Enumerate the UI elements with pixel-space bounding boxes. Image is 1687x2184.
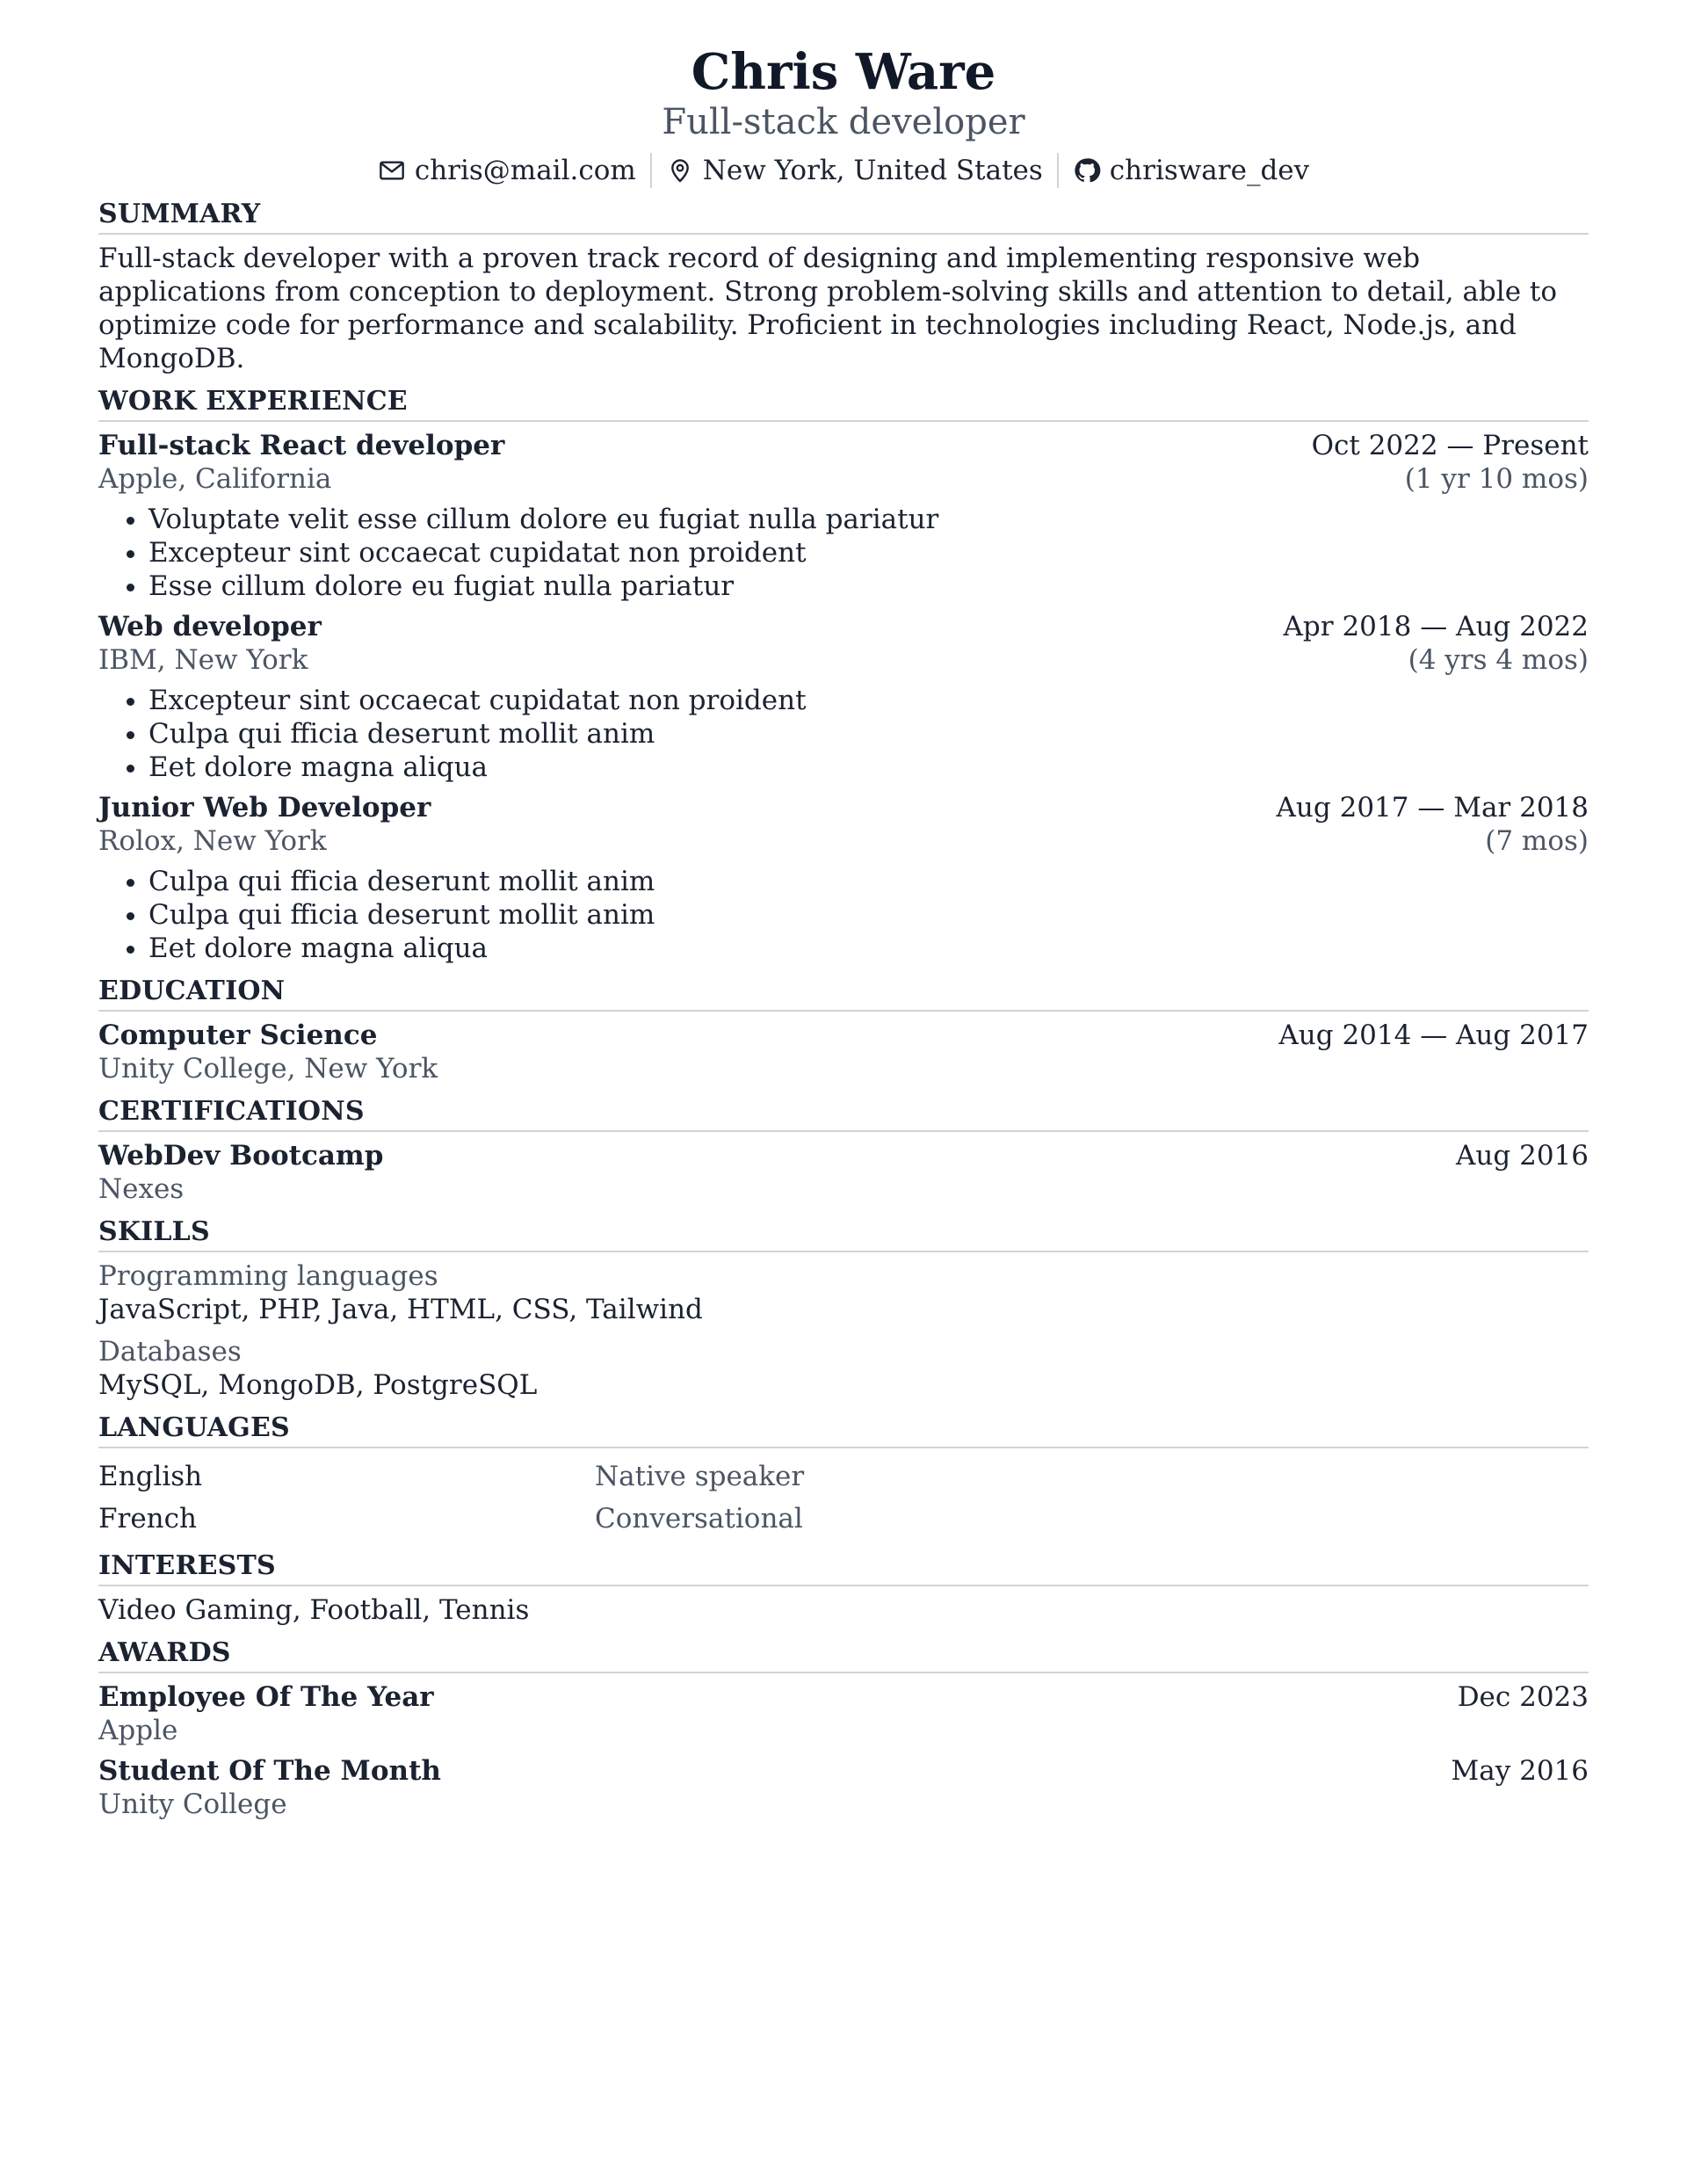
section-title: LANGUAGES (98, 1412, 1589, 1448)
github-icon (1073, 156, 1101, 185)
skill-group (98, 1335, 1589, 1402)
job-bullets (98, 865, 1589, 965)
job-company: Rolox, New York (98, 825, 327, 857)
section-title: WORK EXPERIENCE (98, 386, 1589, 422)
job-bullets (98, 503, 1589, 603)
award-entry (98, 1754, 1589, 1821)
work-entry (98, 791, 1589, 965)
job-company: Apple, California (98, 463, 332, 495)
summary-text: Full-stack developer with a proven track record of designing and implementing responsive web applications from conception to deployment. Strong problem-solving skills and attention to detail, able to optimize code for performance and scalability. Proficient in technologies including React, Node.js, and MongoDB. (98, 243, 1558, 374)
contact-github[interactable] (1057, 153, 1323, 188)
job-duration: (1 yr 10 mos) (1404, 463, 1589, 495)
award-date: May 2016 (1451, 1755, 1589, 1787)
skill-group (98, 1259, 1589, 1326)
section-interests (98, 1550, 1589, 1627)
section-title: SUMMARY (98, 199, 1589, 235)
education-dates: Aug 2014 — Aug 2017 (1278, 1019, 1589, 1051)
skill-category: Databases (98, 1336, 242, 1368)
candidate-title: Full-stack developer (662, 102, 1025, 142)
list-item: • Esse cillum dolore eu fugiat nulla pariatur (148, 570, 1589, 603)
certification-entry (98, 1139, 1589, 1206)
list-item: • Excepteur sint occaecat cupidatat non proident (148, 536, 1589, 570)
section-summary (98, 199, 1589, 375)
language-name: French (98, 1503, 197, 1535)
section-title: EDUCATION (98, 976, 1589, 1012)
work-entry (98, 429, 1589, 603)
contact-email[interactable] (364, 153, 650, 188)
list-item: • Culpa qui fficia deserunt mollit anim (148, 865, 1589, 898)
list-item: • Eet dolore magna aliqua (148, 751, 1589, 784)
award-title: Employee Of The Year (98, 1681, 434, 1713)
language-level: Conversational (595, 1503, 803, 1535)
section-title: INTERESTS (98, 1550, 1589, 1586)
list-item: • Voluptate velit esse cillum dolore eu fugiat nulla pariatur (148, 503, 1589, 536)
list-item: • Excepteur sint occaecat cupidatat non proident (148, 684, 1589, 717)
section-education (98, 976, 1589, 1085)
education-entry (98, 1019, 1589, 1085)
map-pin-icon (666, 156, 694, 185)
degree-name: Computer Science (98, 1019, 378, 1051)
job-role: Full-stack React developer (98, 430, 505, 461)
school-name: Unity College, New York (98, 1053, 438, 1085)
list-item: • Eet dolore magna aliqua (148, 932, 1589, 965)
section-skills (98, 1216, 1589, 1402)
email-text: chris@mail.com (414, 155, 636, 186)
language-level: Native speaker (595, 1461, 805, 1492)
job-duration: (7 mos) (1485, 825, 1589, 857)
skill-category: Programming languages (98, 1260, 438, 1292)
award-title: Student Of The Month (98, 1755, 441, 1787)
skill-items: JavaScript, PHP, Java, HTML, CSS, Tailwind (98, 1294, 703, 1325)
section-languages (98, 1412, 1589, 1540)
language-row (98, 1455, 1589, 1498)
work-entry (98, 610, 1589, 784)
section-title: SKILLS (98, 1216, 1589, 1252)
github-text: chrisware_dev (1109, 155, 1310, 186)
award-issuer: Unity College (98, 1789, 287, 1820)
section-awards (98, 1637, 1589, 1821)
job-role: Junior Web Developer (98, 792, 431, 824)
interests-text: Video Gaming, Football, Tennis (98, 1594, 530, 1626)
skill-items: MySQL, MongoDB, PostgreSQL (98, 1369, 538, 1401)
candidate-name: Chris Ware (691, 43, 996, 101)
job-company: IBM, New York (98, 644, 308, 676)
award-date: Dec 2023 (1457, 1681, 1589, 1713)
job-dates: Apr 2018 — Aug 2022 (1283, 611, 1589, 642)
job-role: Web developer (98, 611, 322, 642)
certification-date: Aug 2016 (1456, 1140, 1589, 1172)
list-item: • Culpa qui fficia deserunt mollit anim (148, 898, 1589, 932)
job-dates: Aug 2017 — Mar 2018 (1276, 792, 1589, 824)
job-dates: Oct 2022 — Present (1311, 430, 1589, 461)
contact-location (650, 153, 1057, 188)
section-title: AWARDS (98, 1637, 1589, 1673)
section-title: CERTIFICATIONS (98, 1096, 1589, 1132)
language-row (98, 1498, 1589, 1540)
section-work-experience (98, 386, 1589, 965)
certification-issuer: Nexes (98, 1173, 185, 1205)
award-entry (98, 1680, 1589, 1747)
certification-name: WebDev Bootcamp (98, 1140, 384, 1172)
mail-icon (378, 156, 406, 185)
language-name: English (98, 1461, 203, 1492)
section-certifications (98, 1096, 1589, 1206)
list-item: • Culpa qui fficia deserunt mollit anim (148, 717, 1589, 751)
job-duration: (4 yrs 4 mos) (1408, 644, 1589, 676)
contact-bar (98, 153, 1589, 188)
resume-header (98, 44, 1589, 188)
job-bullets (98, 684, 1589, 784)
award-issuer: Apple (98, 1715, 178, 1746)
location-text: New York, United States (702, 155, 1043, 186)
